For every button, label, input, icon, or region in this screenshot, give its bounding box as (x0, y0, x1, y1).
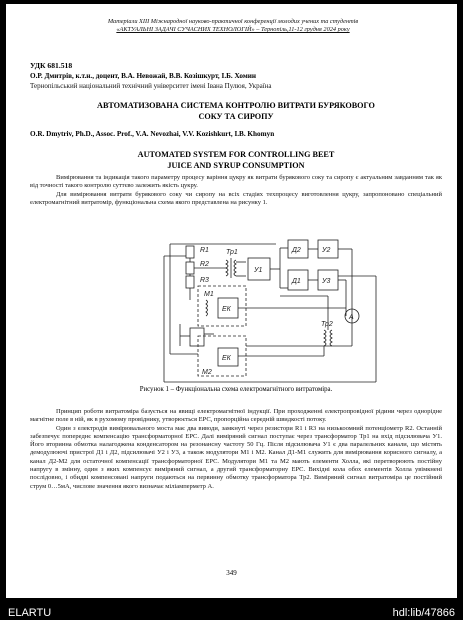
label-u2: У2 (322, 247, 331, 254)
transformer-tr2 (324, 330, 326, 346)
label-ek1: ЕК (222, 306, 231, 313)
transformer-tr1-primary (226, 260, 228, 276)
title-ua: АВТОМАТИЗОВАНА СИСТЕМА КОНТРОЛЮ ВИТРАТИ БУРЯКОВОГО СОКУ ТА СИРОПУ (97, 101, 375, 121)
flowmeter-circuit-diagram (156, 236, 416, 384)
label-a: A (349, 314, 354, 321)
label-r3: R3 (200, 277, 209, 284)
authors-ua: О.Р. Дмитрів, к.т.н., доцент, В.А. Невожай, В.В. Козішкурт, І.Б. Хомин (30, 72, 257, 80)
body-paragraph: Принцип роботи витратоміра базується на явищі електромагнітної індукції. При проходженні електропровідної рідини через однорідне магнітне поле в ній, як в рухомому провіднику, утворюється ЕРС, пропорційна середній швидкості потоку. (30, 408, 442, 424)
udk-code: УДК 681.518 (30, 61, 73, 70)
resistor-r3 (186, 276, 194, 288)
body-text (30, 408, 442, 491)
intro-paragraph: Вимірювання та індикація такого параметру процесу варіння цукру як витрати бурякового соку та сиропу є актуальним завданням так як від точності такого контролю суттєво залежить якість цукру. (30, 174, 442, 190)
conference-header-line2: «АКТУАЛЬНІ ЗАДАЧІ СУЧАСНИХ ТЕХНОЛОГІЙ» – Тернопіль,11-12 грудня 2024 року (116, 26, 350, 33)
label-r1: R1 (200, 247, 209, 254)
page-number: 349 (226, 569, 237, 577)
body-paragraph: Один з електродів вимірювального моста має два виводи, замкнуті через резистори R1 і R3 на низькоомний потенціометр R2. Останній забезпечує попереднє компенсацію трансформаторної ЕРС. Далі виміряний сигнал поступає через трансформатор Тр1 на вхід підсилювача У1. Його вторинна обмотка налагоджена конденсатором на резонансну частоту 50 Гц. Після підсилювача У1 є два паралельних канали, що містять демодулюючі пристрої Д1 і Д2, підсилювачі У2 і У3, а також модулятори М1 і М2. Канал Д1-М1 служить для вимірювання корисного сигналу, а канал Д2-М2 для остаточної компенсації трансформаторної ЕРС. Модулятори М1 та М2 мають елементи Холла, які перетворюють постійну напругу в змінну, один з яких компенсує виміряний сигнал, а другий трансформаторну ЕРС. Вихідні кола обох елементів Холла увімкнені послідовно, і обидві компенсовані напруги подаються на первинну обмотку трансформатора Тр2. Виміряний сигнал витратоміра це постійний струм 0…5мА, числове значення якого визначає міліамперметр А. (30, 424, 442, 490)
intro-paragraph: Для вимірювання витрати бурякового соку чи сиропу на всіх стадіях техпроцесу виготовлення цукру, запропоновано спеціальний електромагнітний витратомір, функціональна схема якого представлена на рисунку 1. (30, 190, 442, 206)
resistor-r2 (186, 262, 194, 274)
intro-text (30, 174, 442, 207)
label-m1: M1 (204, 291, 214, 298)
label-d2: Д2 (292, 247, 301, 254)
document-page (6, 4, 457, 598)
conference-header-line1: Матеріали XIII Міжнародної науково-практичної конференції молодих учених та студентів (107, 18, 359, 25)
label-tr1: Тр1 (226, 249, 238, 256)
label-d1: Д1 (292, 278, 301, 285)
label-u1: У1 (254, 267, 263, 274)
authors-en: O.R. Dmytriv, Ph.D., Assoc. Prof., V.A. Nevozhai, V.V. Kozishkurt, I.B. Khomyn (30, 130, 275, 138)
label-r2: R2 (200, 261, 209, 268)
label-ek2: ЕК (222, 355, 231, 362)
repository-name: ELARTU (8, 607, 52, 619)
label-tr2: Тр2 (321, 321, 333, 328)
resistor-r1 (186, 246, 194, 258)
label-m2: M2 (202, 369, 212, 376)
university: Тернопільський національний технічний університет імені Івана Пулюя, Україна (30, 82, 272, 90)
label-u3: У3 (322, 278, 331, 285)
handle-identifier: hdl:lib/47866 (392, 607, 455, 619)
title-en: AUTOMATED SYSTEM FOR CONTROLLING BEET JUICE AND SYRUP CONSUMPTION (137, 150, 335, 170)
figure-caption: Рисунок 1 – Функціональна схема електромагнітного витратоміра. (139, 386, 333, 393)
